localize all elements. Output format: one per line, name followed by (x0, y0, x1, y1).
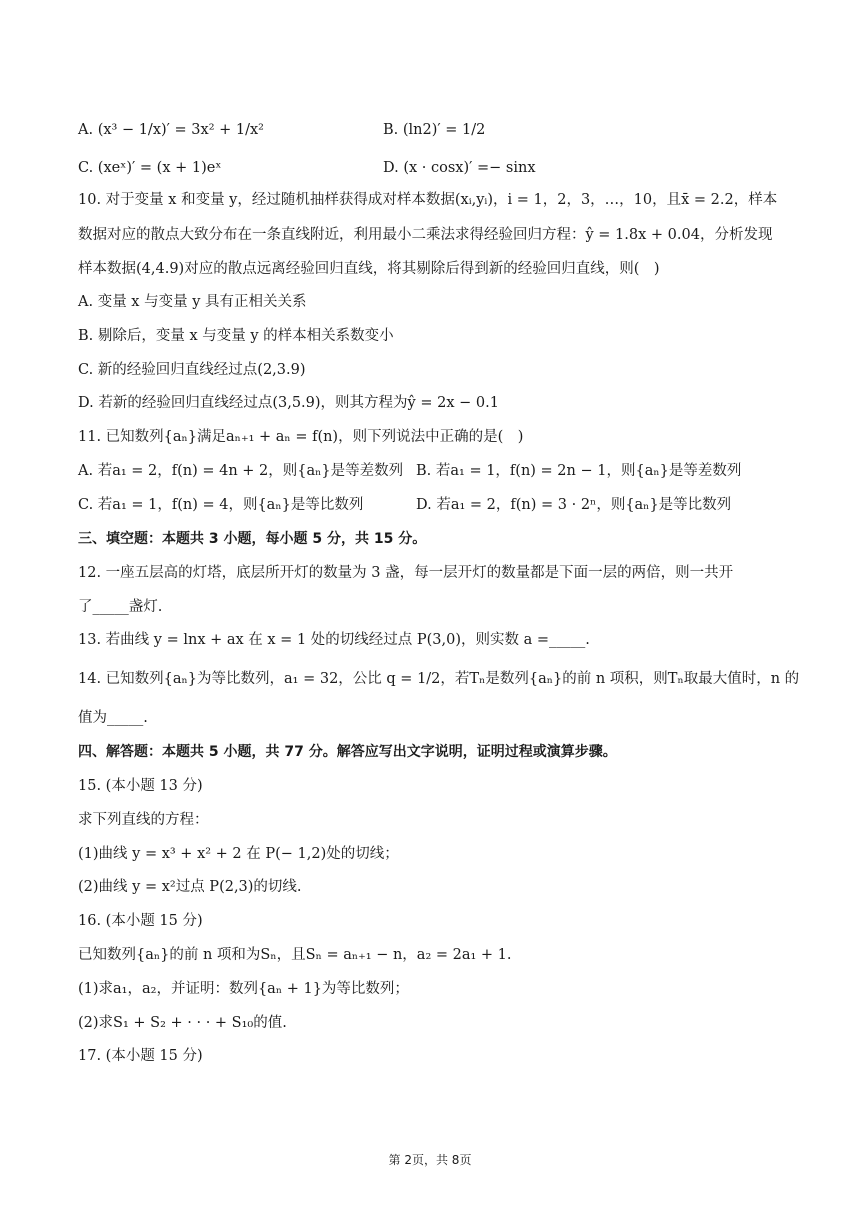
q14-line2: 值为_____. (78, 710, 148, 726)
q10-option-a: A. 变量 x 与变量 y 具有正相关关系 (78, 294, 307, 310)
q11-stem: 11. 已知数列{aₙ}满足aₙ₊₁ + aₙ = f(n)，则下列说法中正确的是( ) (78, 429, 524, 445)
q10-stem-line3: 样本数据(4,4.9)对应的散点远离经验回归直线，将其剔除后得到新的经验回归直线，则( ) (78, 261, 660, 277)
q15-part2: (2)曲线 y = x²过点 P(2,3)的切线. (78, 879, 302, 895)
q11-option-a: A. 若a₁ = 2，f(n) = 4n + 2，则{aₙ}是等差数列 (78, 463, 404, 479)
q10-stem-line1: 10. 对于变量 x 和变量 y，经过随机抽样获得成对样本数据(xᵢ,yᵢ)，i = 1，2，3，…，10，且x̄ = 2.2，样本 (78, 192, 778, 208)
q15-intro: 求下列直线的方程： (78, 812, 209, 828)
q11-option-c: C. 若a₁ = 1，f(n) = 4，则{aₙ}是等比数列 (78, 497, 364, 513)
q10-option-b: B. 剔除后，变量 x 与变量 y 的样本相关系数变小 (78, 328, 394, 344)
section-heading-fill-in: 三、填空题：本题共 3 小题，每小题 5 分，共 15 分。 (78, 531, 427, 547)
q16-heading: 16. (本小题 15 分) (78, 913, 203, 929)
q14-line1: 14. 已知数列{aₙ}为等比数列，a₁ = 32，公比 q = 1/2，若Tₙ是数列{aₙ}的前 n 项积，则Tₙ取最大值时，n 的 (78, 671, 800, 687)
q16-part1: (1)求a₁，a₂，并证明：数列{aₙ + 1}为等比数列； (78, 981, 409, 997)
q9-option-d: D. (x · cosx)′ =− sinx (383, 160, 536, 176)
q11-option-b: B. 若a₁ = 1，f(n) = 2n − 1，则{aₙ}是等差数列 (416, 463, 742, 479)
q10-stem-line2: 数据对应的散点大致分布在一条直线附近，利用最小二乘法求得经验回归方程：ŷ = 1.8x + 0.04，分析发现 (78, 227, 773, 243)
page-footer: 第 2页，共 8页 (388, 1153, 472, 1167)
q12-line1: 12. 一座五层高的灯塔，底层所开灯的数量为 3 盏，每一层开灯的数量都是下面一层的两倍，则一共开 (78, 565, 734, 581)
q17-heading: 17. (本小题 15 分) (78, 1048, 203, 1064)
q9-option-b: B. (ln2)′ = 1/2 (383, 122, 486, 138)
q11-option-d: D. 若a₁ = 2，f(n) = 3 · 2ⁿ，则{aₙ}是等比数列 (416, 497, 732, 513)
q9-option-a: A. (x³ − 1/x)′ = 3x² + 1/x² (78, 122, 264, 138)
q9-option-c: C. (xeˣ)′ = (x + 1)eˣ (78, 160, 222, 176)
q15-part1: (1)曲线 y = x³ + x² + 2 在 P(− 1,2)处的切线； (78, 846, 399, 862)
q16-part2: (2)求S₁ + S₂ + · · · + S₁₀的值. (78, 1015, 287, 1031)
q10-option-d: D. 若新的经验回归直线经过点(3,5.9)，则其方程为ŷ = 2x − 0.1 (78, 395, 499, 411)
q16-intro: 已知数列{aₙ}的前 n 项和为Sₙ，且Sₙ = aₙ₊₁ − n，a₂ = 2a₁ + 1. (78, 947, 512, 963)
q13: 13. 若曲线 y = lnx + ax 在 x = 1 处的切线经过点 P(3,0)，则实数 a =_____. (78, 632, 590, 648)
q10-option-c: C. 新的经验回归直线经过点(2,3.9) (78, 362, 306, 378)
section-heading-solutions: 四、解答题：本题共 5 小题，共 77 分。解答应写出文字说明，证明过程或演算步骤。 (78, 744, 617, 760)
q15-heading: 15. (本小题 13 分) (78, 778, 203, 794)
q12-line2: 了_____盏灯. (78, 599, 163, 615)
